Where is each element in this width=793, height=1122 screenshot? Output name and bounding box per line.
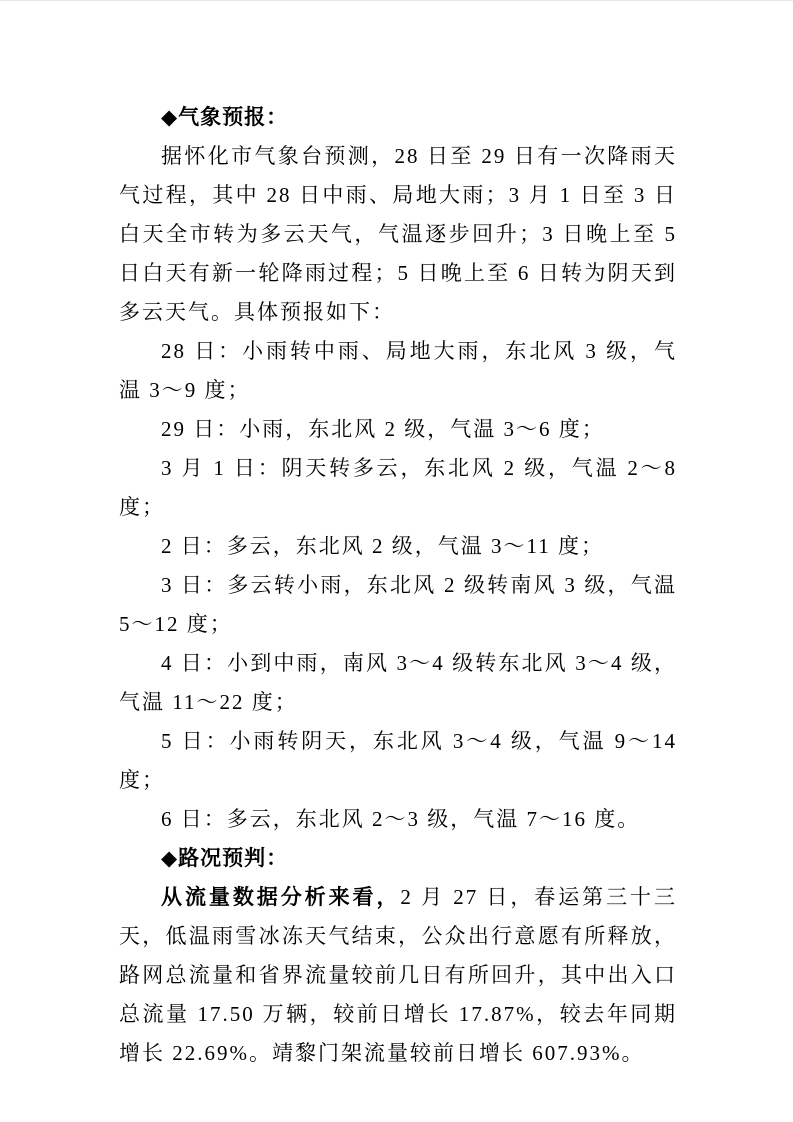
forecast-item-feb28: 28 日：小雨转中雨、局地大雨，东北风 3 级，气温 3～9 度； [119, 339, 677, 402]
forecast-item-mar4: 4 日：小到中雨，南风 3～4 级转东北风 3～4 级，气温 11～22 度； [119, 651, 677, 714]
road-analysis-body: 2 月 27 日，春运第三十三天，低温雨雪冰冻天气结束，公众出行意愿有所释放，路网总流量和省界流量较前几日有所回升，其中出入口总流量 17.50 万辆，较前日增长 17.87%，较去年同期增长 22.69%。靖黎门架流量较前日增长 607.93%。 [119, 885, 678, 1065]
forecast-item-mar6: 6 日：多云，东北风 2～3 级，气温 7～16 度。 [161, 807, 641, 831]
road-analysis-lead: 从流量数据分析来看， [161, 885, 401, 909]
weather-section-heading: ◆气象预报： [161, 105, 289, 129]
document-content [119, 98, 677, 1073]
road-section-heading: ◆路况预判： [161, 846, 289, 870]
road-analysis-paragraph [119, 878, 677, 1073]
forecast-item-mar2: 2 日：多云，东北风 2 级，气温 3～11 度； [161, 534, 604, 558]
forecast-item-mar1: 3 月 1 日：阴天转多云，东北风 2 级，气温 2～8 度； [119, 456, 677, 519]
forecast-item-mar5: 5 日：小雨转阴天，东北风 3～4 级，气温 9～14 度； [119, 729, 677, 792]
weather-intro-paragraph: 据怀化市气象台预测，28 日至 29 日有一次降雨天气过程，其中 28 日中雨、局地大雨；3 月 1 日至 3 日白天全市转为多云天气，气温逐步回升；3 日晚上至 5 日白天有新一轮降雨过程；5 日晚上至 6 日转为阴天到多云天气。具体预报如下： [119, 144, 677, 324]
forecast-item-mar3: 3 日：多云转小雨，东北风 2 级转南风 3 级，气温 5～12 度； [119, 573, 677, 636]
forecast-item-feb29: 29 日：小雨，东北风 2 级，气温 3～6 度； [161, 417, 605, 441]
